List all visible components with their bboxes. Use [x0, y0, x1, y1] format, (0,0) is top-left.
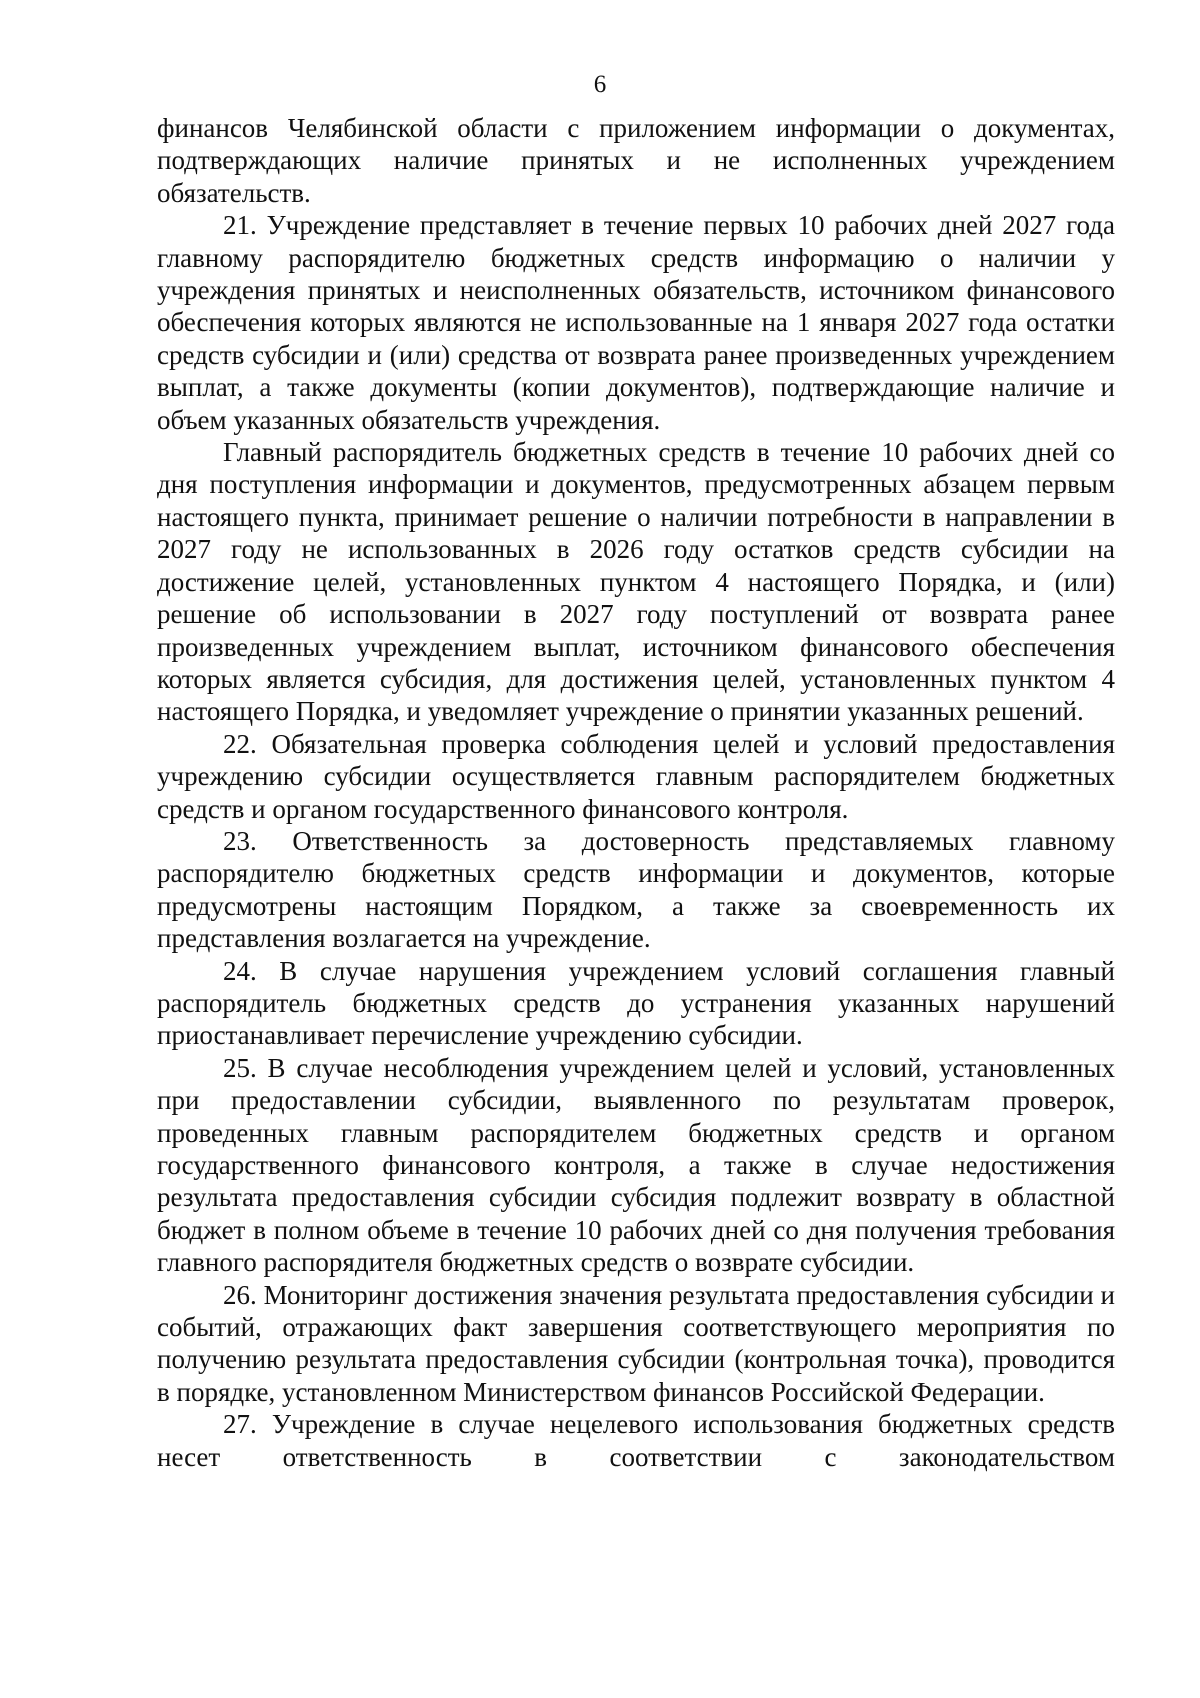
paragraph-21: 21. Учреждение представляет в течение первых 10 рабочих дней 2027 года главному распорядителю бюджетных средств информацию о наличии у учреждения принятых и неисполненных обязательств, источником финансового обеспечения которых являются не использованные на 1 января 2027 года остатки средств субсидии и (или) средства от возврата ранее произведенных учреждением выплат, а также документы (копии документов), подтверждающие наличие и объем указанных обязательств учреждения. — [157, 210, 1115, 435]
paragraph-21-second: Главный распорядитель бюджетных средств в течение 10 рабочих дней со дня поступления информации и документов, предусмотренных абзацем первым настоящего пункта, принимает решение о наличии потребности в направлении в 2027 году не использованных в 2026 году остатков средств субсидии на достижение целей, установленных пунктом 4 настоящего Порядка, и (или) решение об использовании в 2027 году поступлений от возврата ранее произведенных учреждением выплат, источником финансового обеспечения которых является субсидия, для достижения целей, установленных пунктом 4 настоящего Порядка, и уведомляет учреждение о принятии указанных решений. — [157, 437, 1115, 727]
paragraph-26: 26. Мониторинг достижения значения результата предоставления субсидии и событий, отражающих факт завершения соответствующего мероприятия по получению результата предоставления субсидии (контрольная точка), проводится в порядке, установленном Министерством финансов Российской Федерации. — [157, 1279, 1115, 1407]
paragraph-27: 27. Учреждение в случае нецелевого использования бюджетных средств несет ответственность в соответствии с законодательством — [157, 1409, 1115, 1472]
paragraph-23: 23. Ответственность за достоверность представляемых главному распорядителю бюджетных средств информации и документов, которые предусмотрены настоящим Порядком, а также за своевременность их представления возлагается на учреждение. — [157, 825, 1115, 954]
paragraph-25: 25. В случае несоблюдения учреждением целей и условий, установленных при предоставлении субсидии, выявленного по результатам проверок, проведенных главным распорядителем бюджетных средств и органом государственного финансового контроля, а также в случае недостижения результата предоставления субсидии субсидия подлежит возврату в областной бюджет в полном объеме в течение 10 рабочих дней со дня получения требования главного распорядителя бюджетных средств о возврате субсидии. — [157, 1052, 1115, 1278]
document-body — [157, 112, 1115, 1473]
paragraph-22: 22. Обязательная проверка соблюдения целей и условий предоставления учреждению субсидии осуществляется главным распорядителем бюджетных средств и органом государственного финансового контроля. — [157, 728, 1115, 824]
paragraph-continuation: финансов Челябинской области с приложением информации о документах, подтверждающих наличие принятых и не исполненных учреждением обязательств. — [157, 113, 1115, 208]
page-number: 6 — [593, 71, 607, 98]
paragraph-24: 24. В случае нарушения учреждением условий соглашения главный распорядитель бюджетных средств до устранения указанных нарушений приостанавливает перечисление учреждению субсидии. — [157, 955, 1115, 1051]
